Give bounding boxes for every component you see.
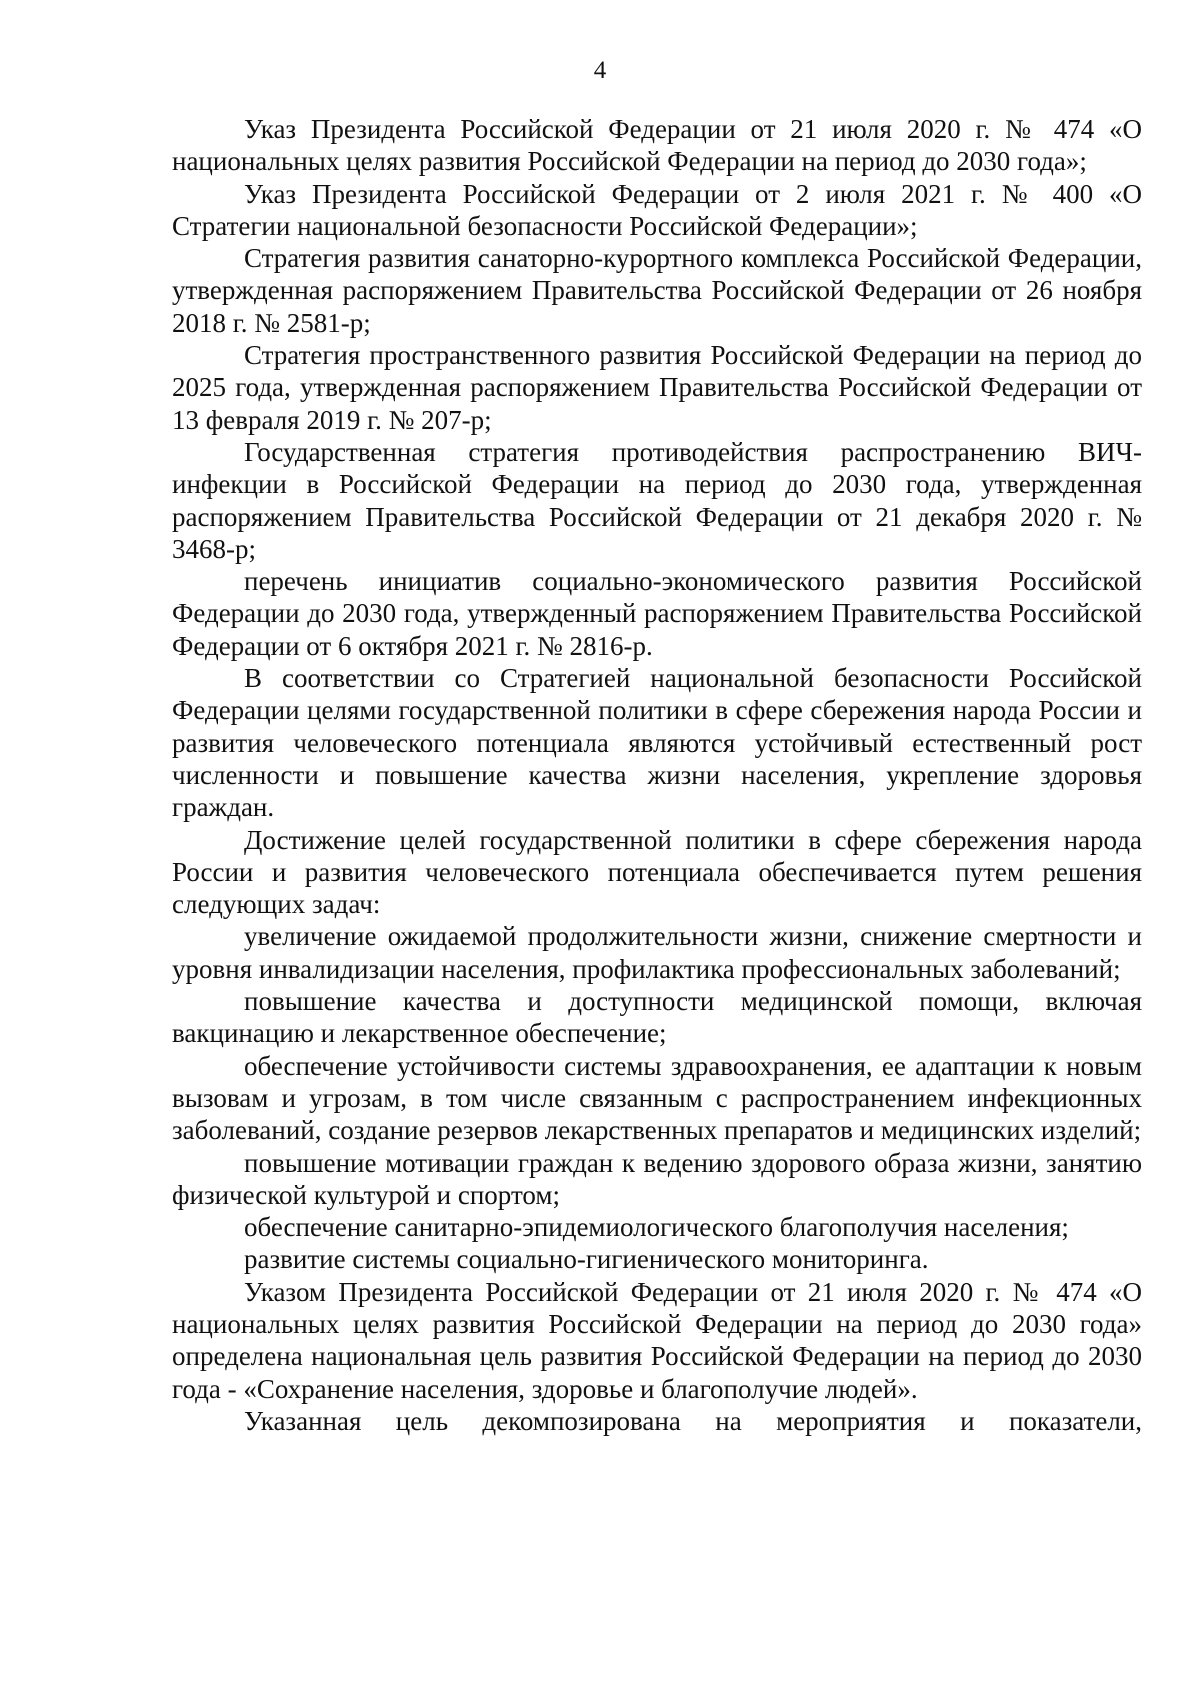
- page-number: 4: [593, 57, 607, 84]
- paragraph-task-healthy-lifestyle: повышение мотивации граждан к ведению здорового образа жизни, занятию физической культурой и спортом;: [172, 1147, 1142, 1210]
- paragraph-tasks-intro: Достижение целей государственной политики в сфере сбережения народа России и развития человеческого потенциала обеспечивается путем решения следующих задач:: [172, 824, 1142, 920]
- paragraph-spatial-strategy: Стратегия пространственного развития Российской Федерации на период до 2025 года, утвержденная распоряжением Правительства Российской Федерации от 13 февраля 2019 г. № 207-р;: [172, 340, 1142, 435]
- paragraph-task-life-expectancy: увеличение ожидаемой продолжительности жизни, снижение смертности и уровня инвалидизации населения, профилактика профессиональных заболеваний;: [172, 921, 1142, 984]
- paragraph-security-strategy-goals: В соответствии со Стратегией национальной безопасности Российской Федерации целями государственной политики в сфере сбережения народа России и развития человеческого потенциала являются устойчивый естественный рост численности и повышение качества жизни населения, укрепление здоровья граждан.: [172, 663, 1142, 823]
- paragraph-national-goal: Указом Президента Российской Федерации от 21 июля 2020 г. № 474 «О национальных целях развития Российской Федерации на период до 2030 года» определена национальная цель развития Российской Федерации на период до 2030 года - «Сохранение населения, здоровье и благополучие людей».: [172, 1276, 1142, 1404]
- paragraph-sanatorium-strategy: Стратегия развития санаторно-курортного комплекса Российской Федерации, утвержденная распоряжением Правительства Российской Федерации от 26 ноября 2018 г. № 2581-р;: [172, 243, 1142, 338]
- paragraph-hiv-strategy: Государственная стратегия противодействия распространению ВИЧ-инфекции в Российской Федерации на период до 2030 года, утвержденная распоряжением Правительства Российской Федерации от 21 декабря 2020 г. № 3468-р;: [172, 436, 1142, 564]
- paragraph-task-medical-care: повышение качества и доступности медицинской помощи, включая вакцинацию и лекарственное обеспечение;: [172, 986, 1142, 1049]
- paragraph-task-monitoring: развитие системы социально-гигиенического мониторинга.: [244, 1244, 929, 1275]
- document-body: [172, 113, 1142, 1437]
- paragraph-goal-decomposition: Указанная цель декомпозирована на мероприятия и показатели,: [244, 1405, 1142, 1436]
- paragraph-initiatives-list: перечень инициатив социально-экономического развития Российской Федерации до 2030 года, утвержденный распоряжением Правительства Российской Федерации от 6 октября 2021 г. № 2816-р.: [172, 566, 1142, 661]
- paragraph-task-healthcare-resilience: обеспечение устойчивости системы здравоохранения, ее адаптации к новым вызовам и угрозам, в том числе связанным с распространением инфекционных заболеваний, создание резервов лекарственных препаратов и медицинских изделий;: [172, 1050, 1142, 1146]
- paragraph-decree-474: Указ Президента Российской Федерации от 21 июля 2020 г. № 474 «О национальных целях развития Российской Федерации на период до 2030 года»;: [172, 114, 1142, 177]
- paragraph-task-sanitary-welfare: обеспечение санитарно-эпидемиологического благополучия населения;: [244, 1212, 1069, 1243]
- paragraph-decree-400: Указ Президента Российской Федерации от 2 июля 2021 г. № 400 «О Стратегии национальной безопасности Российской Федерации»;: [172, 178, 1142, 241]
